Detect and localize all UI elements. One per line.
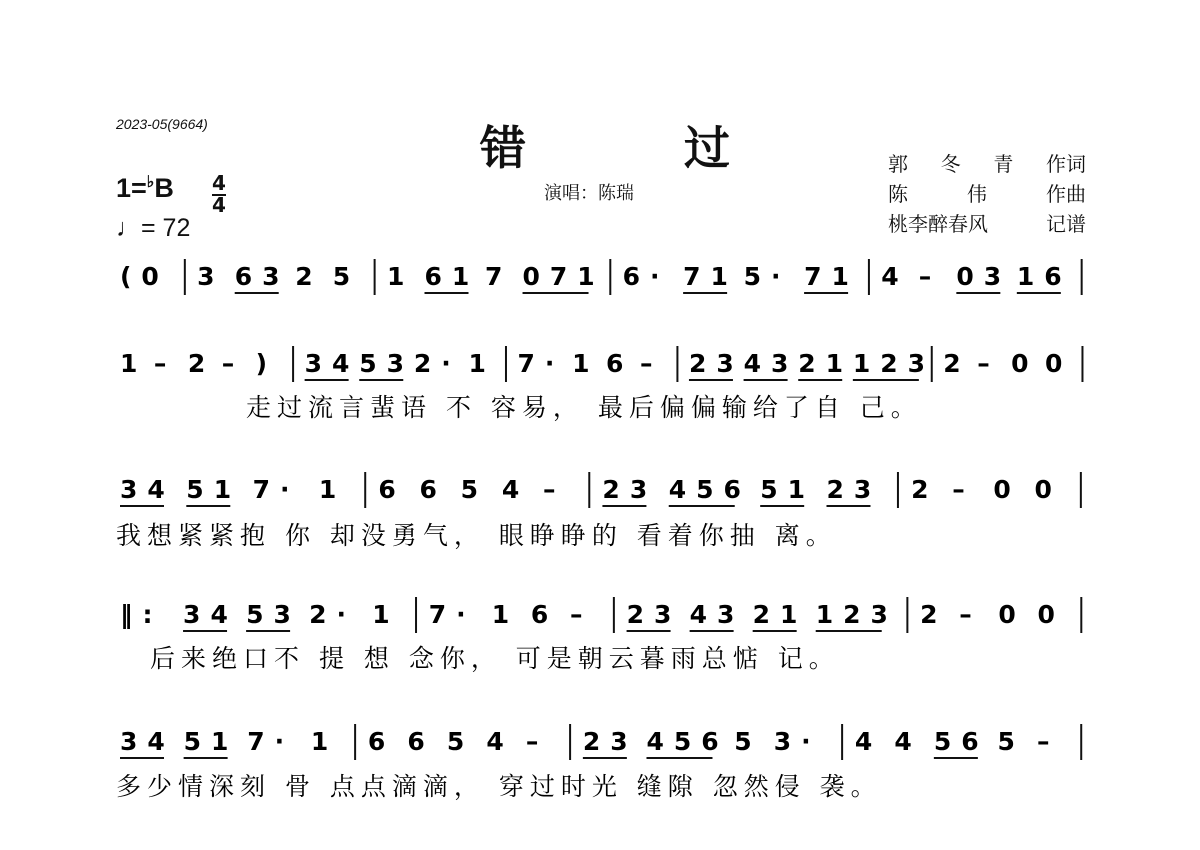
note-group: 5·	[743, 262, 791, 291]
note-group: 51	[186, 475, 242, 504]
note-group: 7·	[252, 475, 300, 504]
note-group: 51	[183, 727, 239, 756]
lyric-line: 多少情深刻 骨 点点滴滴， 穿过时光 缝隙 忽然侵 袭。	[116, 772, 882, 801]
note-group: 1	[372, 600, 400, 629]
note-group: 1	[120, 349, 148, 378]
note-group: 0	[1037, 600, 1065, 629]
note-group: –	[525, 727, 549, 756]
note-group: 56	[933, 727, 989, 756]
note-group: 4	[854, 727, 883, 756]
note-group: 1	[491, 600, 520, 629]
note-group: 2	[911, 475, 939, 504]
note-group: 2·	[413, 349, 461, 378]
note-group: 21	[798, 349, 854, 378]
note-group: 51	[760, 475, 815, 504]
note-group: 34	[120, 475, 175, 504]
note-group: 4	[881, 262, 909, 291]
note-group: 0	[1045, 349, 1073, 378]
note-group: 123	[815, 600, 898, 629]
note-group: –	[1036, 727, 1060, 756]
note-group: 0	[998, 600, 1026, 629]
note-group: 34	[304, 349, 360, 378]
note-group: 1	[386, 262, 415, 291]
note-group: 63	[234, 262, 290, 291]
note-group: 1	[468, 349, 496, 378]
note-group: 3	[197, 262, 225, 291]
note-group: 0	[993, 475, 1021, 504]
note-group: 53	[359, 349, 415, 378]
note-group: 21	[752, 600, 808, 629]
note-group: 0	[1011, 349, 1039, 378]
tempo-marking: ♩= 72	[116, 214, 191, 242]
note-group: 6	[606, 349, 634, 378]
note-group: 43	[689, 600, 745, 629]
note-group: 2	[943, 349, 971, 378]
note-group: 456	[646, 727, 729, 756]
lyric-line: 后来绝口不 提 想 念你， 可是朝云暮雨总惦 记。	[150, 644, 840, 673]
note-group: 53	[246, 600, 301, 629]
note-group: 6	[378, 475, 406, 504]
note-group: 7	[484, 262, 513, 291]
note-group: 6	[530, 600, 559, 629]
quarter-note-icon: ♩	[116, 214, 141, 242]
note-group: –	[977, 349, 1000, 378]
composer-credit: 陈 伟 作曲	[888, 182, 1086, 206]
note-group: 6	[367, 727, 396, 756]
note-group: –	[570, 600, 593, 629]
note-group: 23	[626, 600, 682, 629]
note-group: 456	[668, 475, 751, 504]
note-group: 7·	[428, 600, 476, 629]
note-group: –	[639, 349, 663, 378]
note-group: 6·	[622, 262, 670, 291]
note-group: 4	[894, 727, 922, 756]
note-group: –	[959, 600, 982, 629]
note-group: –	[918, 262, 942, 291]
transcriber-credit: 桃李醉春风 记谱	[888, 212, 1086, 236]
note-group: 5	[446, 727, 475, 756]
note-group: 34	[120, 727, 175, 756]
note-group: 71	[683, 262, 738, 291]
note-group: 2	[187, 349, 216, 378]
note-group: 16	[1016, 262, 1072, 291]
lyric-line: 我想紧紧抱 你 却没勇气， 眼睁睁的 看着你抽 离。	[116, 521, 837, 550]
lyricist-credit: 郭 冬 青 作词	[888, 152, 1086, 176]
note-group: 6	[407, 727, 435, 756]
note-group: –	[221, 349, 245, 378]
note-group: 5	[734, 727, 762, 756]
time-signature: 4 4	[212, 171, 226, 217]
key-signature: 1=♭B	[116, 173, 174, 203]
note-group: 5	[460, 475, 489, 504]
note-group: –	[153, 349, 177, 378]
note-group: 071	[522, 262, 605, 291]
note-group: 23	[602, 475, 658, 504]
note-group: 1	[572, 349, 600, 378]
note-group: 1	[318, 475, 347, 504]
note-group: )	[255, 349, 278, 378]
note-group: 43	[743, 349, 799, 378]
note-group: ‖:	[120, 600, 163, 629]
title-char: 错	[480, 121, 526, 175]
lyric-line: 走过流言蜚语 不 容易， 最后偏偏输给了自 己。	[246, 393, 922, 422]
title-char: 过	[684, 121, 730, 175]
note-group: 2	[295, 262, 323, 291]
note-group: 3·	[773, 727, 821, 756]
note-group: 5	[332, 262, 361, 291]
note-group: 1	[310, 727, 339, 756]
note-group: 7·	[247, 727, 295, 756]
note-group: –	[952, 475, 975, 504]
note-group: 23	[582, 727, 638, 756]
note-group: 4	[501, 475, 530, 504]
note-group: 2	[920, 600, 948, 629]
note-group: 2·	[309, 600, 357, 629]
note-group: 7·	[517, 349, 565, 378]
note-group: 03	[956, 262, 1012, 291]
flat-sign: ♭	[146, 174, 155, 191]
note-group: –	[542, 475, 566, 504]
note-group: 4	[486, 727, 514, 756]
catalog-number: 2023-05(9664)	[116, 116, 208, 132]
note-group: 123	[852, 349, 936, 378]
note-group: 61	[424, 262, 480, 291]
note-group: 6	[419, 475, 447, 504]
note-group: 23	[826, 475, 882, 504]
note-group: 23	[688, 349, 744, 378]
note-group: 0	[1034, 475, 1062, 504]
note-group: (0	[120, 262, 169, 291]
note-group: 34	[183, 600, 238, 629]
note-group: 71	[804, 262, 859, 291]
note-group: 5	[997, 727, 1025, 756]
singer-credit: 演唱：陈瑞	[544, 183, 634, 204]
